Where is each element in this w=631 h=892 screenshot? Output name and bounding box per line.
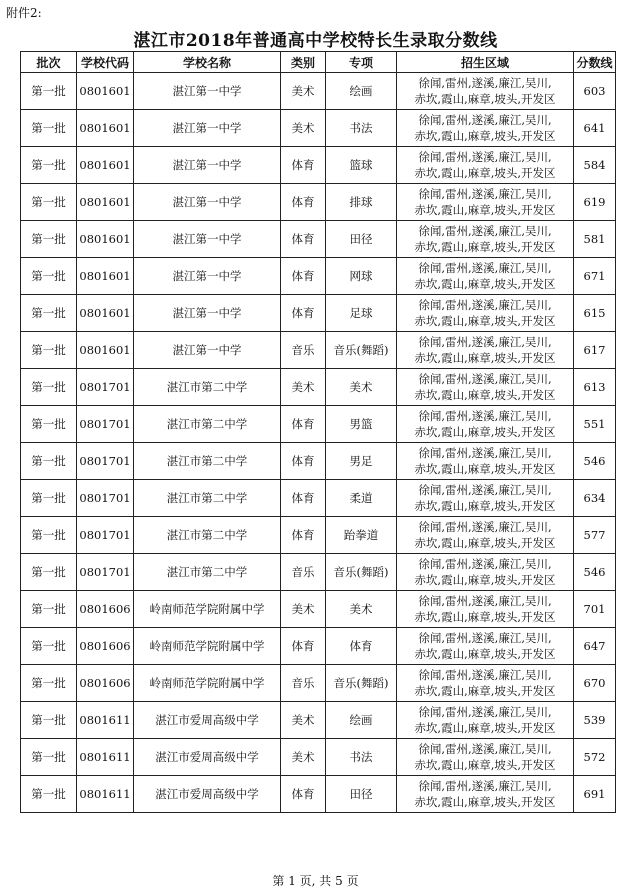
table-row <box>21 369 616 406</box>
specialty-cell: 篮球 <box>326 147 397 184</box>
score-cell: 691 <box>574 776 616 813</box>
batch-cell: 第一批 <box>21 369 77 406</box>
region-line-1: 徐闻,雷州,遂溪,廉江,吴川, <box>418 483 552 497</box>
score-cell: 546 <box>574 554 616 591</box>
region-line-1: 徐闻,雷州,遂溪,廉江,吴川, <box>418 335 552 349</box>
region-line-1: 徐闻,雷州,遂溪,廉江,吴川, <box>418 520 552 534</box>
region-line-1: 徐闻,雷州,遂溪,廉江,吴川, <box>418 631 552 645</box>
category-cell: 体育 <box>281 295 326 332</box>
code-cell: 0801701 <box>77 369 134 406</box>
batch-cell: 第一批 <box>21 776 77 813</box>
specialty-cell: 美术 <box>326 369 397 406</box>
region-line-1: 徐闻,雷州,遂溪,廉江,吴川, <box>418 298 552 312</box>
specialty-cell: 男足 <box>326 443 397 480</box>
score-cell: 617 <box>574 332 616 369</box>
header-code: 学校代码 <box>77 52 134 73</box>
table-row <box>21 73 616 110</box>
table-row <box>21 184 616 221</box>
school-cell: 岭南师范学院附属中学 <box>134 628 281 665</box>
category-cell: 音乐 <box>281 554 326 591</box>
category-cell: 音乐 <box>281 665 326 702</box>
specialty-cell: 音乐(舞蹈) <box>326 554 397 591</box>
region-line-1: 徐闻,雷州,遂溪,廉江,吴川, <box>418 261 552 275</box>
specialty-cell: 体育 <box>326 628 397 665</box>
table-row <box>21 147 616 184</box>
score-cell: 572 <box>574 739 616 776</box>
batch-cell: 第一批 <box>21 480 77 517</box>
table-row <box>21 776 616 813</box>
code-cell: 0801601 <box>77 332 134 369</box>
code-cell: 0801606 <box>77 665 134 702</box>
score-cell: 647 <box>574 628 616 665</box>
specialty-cell: 绘画 <box>326 702 397 739</box>
batch-cell: 第一批 <box>21 591 77 628</box>
score-cell: 641 <box>574 110 616 147</box>
table-row <box>21 665 616 702</box>
region-line-2: 赤坎,霞山,麻章,坡头,开发区 <box>414 758 556 772</box>
category-cell: 美术 <box>281 739 326 776</box>
specialty-cell: 跆拳道 <box>326 517 397 554</box>
code-cell: 0801601 <box>77 147 134 184</box>
school-cell: 湛江第一中学 <box>134 295 281 332</box>
header-score: 分数线 <box>574 52 616 73</box>
region-line-1: 徐闻,雷州,遂溪,廉江,吴川, <box>418 705 552 719</box>
category-cell: 体育 <box>281 258 326 295</box>
header-school: 学校名称 <box>134 52 281 73</box>
school-cell: 湛江第一中学 <box>134 221 281 258</box>
region-cell <box>397 184 574 221</box>
school-cell: 湛江市第二中学 <box>134 406 281 443</box>
score-cell: 613 <box>574 369 616 406</box>
table-row <box>21 554 616 591</box>
score-cell: 701 <box>574 591 616 628</box>
page-title: 湛江市2018年普通高中学校特长生录取分数线 <box>133 31 498 51</box>
region-cell <box>397 73 574 110</box>
region-cell <box>397 480 574 517</box>
table-row <box>21 702 616 739</box>
region-cell <box>397 739 574 776</box>
category-cell: 体育 <box>281 480 326 517</box>
region-line-2: 赤坎,霞山,麻章,坡头,开发区 <box>414 277 556 291</box>
category-cell: 体育 <box>281 147 326 184</box>
region-line-1: 徐闻,雷州,遂溪,廉江,吴川, <box>418 779 552 793</box>
code-cell: 0801611 <box>77 702 134 739</box>
region-line-1: 徐闻,雷州,遂溪,廉江,吴川, <box>418 446 552 460</box>
region-line-1: 徐闻,雷州,遂溪,廉江,吴川, <box>418 594 552 608</box>
region-cell <box>397 110 574 147</box>
school-cell: 湛江市第二中学 <box>134 517 281 554</box>
region-line-1: 徐闻,雷州,遂溪,廉江,吴川, <box>418 372 552 386</box>
batch-cell: 第一批 <box>21 332 77 369</box>
code-cell: 0801601 <box>77 110 134 147</box>
specialty-cell: 音乐(舞蹈) <box>326 332 397 369</box>
school-cell: 湛江市第二中学 <box>134 369 281 406</box>
school-cell: 湛江市第二中学 <box>134 443 281 480</box>
score-cell: 671 <box>574 258 616 295</box>
score-cell: 584 <box>574 147 616 184</box>
batch-cell: 第一批 <box>21 73 77 110</box>
specialty-cell: 田径 <box>326 221 397 258</box>
batch-cell: 第一批 <box>21 184 77 221</box>
batch-cell: 第一批 <box>21 702 77 739</box>
region-cell <box>397 628 574 665</box>
region-line-2: 赤坎,霞山,麻章,坡头,开发区 <box>414 499 556 513</box>
region-cell <box>397 295 574 332</box>
header-category: 类别 <box>281 52 326 73</box>
region-line-2: 赤坎,霞山,麻章,坡头,开发区 <box>414 314 556 328</box>
specialty-cell: 柔道 <box>326 480 397 517</box>
region-cell <box>397 332 574 369</box>
region-line-2: 赤坎,霞山,麻章,坡头,开发区 <box>414 795 556 809</box>
code-cell: 0801701 <box>77 406 134 443</box>
code-cell: 0801701 <box>77 480 134 517</box>
code-cell: 0801611 <box>77 739 134 776</box>
region-cell <box>397 369 574 406</box>
code-cell: 0801601 <box>77 73 134 110</box>
region-cell <box>397 702 574 739</box>
code-cell: 0801611 <box>77 776 134 813</box>
region-line-1: 徐闻,雷州,遂溪,廉江,吴川, <box>418 113 552 127</box>
school-cell: 湛江第一中学 <box>134 147 281 184</box>
category-cell: 美术 <box>281 702 326 739</box>
table-row <box>21 332 616 369</box>
region-cell <box>397 554 574 591</box>
table-row <box>21 591 616 628</box>
table-row <box>21 221 616 258</box>
school-cell: 岭南师范学院附属中学 <box>134 665 281 702</box>
category-cell: 美术 <box>281 369 326 406</box>
region-line-2: 赤坎,霞山,麻章,坡头,开发区 <box>414 351 556 365</box>
specialty-cell: 书法 <box>326 110 397 147</box>
school-cell: 湛江市爱周高级中学 <box>134 776 281 813</box>
region-line-2: 赤坎,霞山,麻章,坡头,开发区 <box>414 240 556 254</box>
region-line-2: 赤坎,霞山,麻章,坡头,开发区 <box>414 721 556 735</box>
header-batch: 批次 <box>21 52 77 73</box>
region-line-1: 徐闻,雷州,遂溪,廉江,吴川, <box>418 187 552 201</box>
score-cell: 551 <box>574 406 616 443</box>
code-cell: 0801701 <box>77 517 134 554</box>
batch-cell: 第一批 <box>21 628 77 665</box>
score-cell: 670 <box>574 665 616 702</box>
specialty-cell: 田径 <box>326 776 397 813</box>
region-line-1: 徐闻,雷州,遂溪,廉江,吴川, <box>418 224 552 238</box>
code-cell: 0801701 <box>77 554 134 591</box>
table-row <box>21 110 616 147</box>
region-line-2: 赤坎,霞山,麻章,坡头,开发区 <box>414 388 556 402</box>
batch-cell: 第一批 <box>21 258 77 295</box>
batch-cell: 第一批 <box>21 665 77 702</box>
region-cell <box>397 221 574 258</box>
score-cell: 615 <box>574 295 616 332</box>
table-header-row <box>21 52 616 73</box>
score-cell: 577 <box>574 517 616 554</box>
region-cell <box>397 591 574 628</box>
code-cell: 0801606 <box>77 591 134 628</box>
region-line-2: 赤坎,霞山,麻章,坡头,开发区 <box>414 610 556 624</box>
category-cell: 体育 <box>281 221 326 258</box>
region-line-2: 赤坎,霞山,麻章,坡头,开发区 <box>414 536 556 550</box>
school-cell: 湛江第一中学 <box>134 258 281 295</box>
specialty-cell: 网球 <box>326 258 397 295</box>
region-line-2: 赤坎,霞山,麻章,坡头,开发区 <box>414 462 556 476</box>
region-line-2: 赤坎,霞山,麻章,坡头,开发区 <box>414 425 556 439</box>
code-cell: 0801701 <box>77 443 134 480</box>
table-row <box>21 628 616 665</box>
category-cell: 美术 <box>281 110 326 147</box>
specialty-cell: 男篮 <box>326 406 397 443</box>
region-cell <box>397 443 574 480</box>
specialty-cell: 音乐(舞蹈) <box>326 665 397 702</box>
region-line-2: 赤坎,霞山,麻章,坡头,开发区 <box>414 166 556 180</box>
region-cell <box>397 147 574 184</box>
category-cell: 体育 <box>281 776 326 813</box>
category-cell: 美术 <box>281 591 326 628</box>
region-cell <box>397 776 574 813</box>
table-row <box>21 480 616 517</box>
region-line-1: 徐闻,雷州,遂溪,廉江,吴川, <box>418 557 552 571</box>
header-specialty: 专项 <box>326 52 397 73</box>
batch-cell: 第一批 <box>21 147 77 184</box>
batch-cell: 第一批 <box>21 739 77 776</box>
attachment-label: 附件2: <box>6 6 42 20</box>
specialty-cell: 足球 <box>326 295 397 332</box>
region-cell <box>397 258 574 295</box>
category-cell: 体育 <box>281 184 326 221</box>
score-cell: 634 <box>574 480 616 517</box>
table-row <box>21 739 616 776</box>
table-row <box>21 443 616 480</box>
school-cell: 湛江第一中学 <box>134 110 281 147</box>
category-cell: 体育 <box>281 517 326 554</box>
region-line-2: 赤坎,霞山,麻章,坡头,开发区 <box>414 573 556 587</box>
region-line-2: 赤坎,霞山,麻章,坡头,开发区 <box>414 203 556 217</box>
score-table <box>20 51 616 813</box>
code-cell: 0801601 <box>77 184 134 221</box>
region-cell <box>397 665 574 702</box>
category-cell: 体育 <box>281 406 326 443</box>
specialty-cell: 绘画 <box>326 73 397 110</box>
specialty-cell: 书法 <box>326 739 397 776</box>
school-cell: 湛江市爱周高级中学 <box>134 739 281 776</box>
code-cell: 0801601 <box>77 295 134 332</box>
category-cell: 音乐 <box>281 332 326 369</box>
score-cell: 603 <box>574 73 616 110</box>
batch-cell: 第一批 <box>21 443 77 480</box>
region-line-1: 徐闻,雷州,遂溪,廉江,吴川, <box>418 742 552 756</box>
table-row <box>21 517 616 554</box>
table-row <box>21 406 616 443</box>
region-cell <box>397 517 574 554</box>
code-cell: 0801606 <box>77 628 134 665</box>
specialty-cell: 美术 <box>326 591 397 628</box>
batch-cell: 第一批 <box>21 517 77 554</box>
school-cell: 湛江市第二中学 <box>134 480 281 517</box>
region-cell <box>397 406 574 443</box>
region-line-2: 赤坎,霞山,麻章,坡头,开发区 <box>414 129 556 143</box>
region-line-1: 徐闻,雷州,遂溪,廉江,吴川, <box>418 150 552 164</box>
specialty-cell: 排球 <box>326 184 397 221</box>
school-cell: 湛江第一中学 <box>134 332 281 369</box>
school-cell: 湛江第一中学 <box>134 73 281 110</box>
batch-cell: 第一批 <box>21 221 77 258</box>
batch-cell: 第一批 <box>21 110 77 147</box>
region-line-1: 徐闻,雷州,遂溪,廉江,吴川, <box>418 76 552 90</box>
code-cell: 0801601 <box>77 221 134 258</box>
category-cell: 体育 <box>281 443 326 480</box>
category-cell: 体育 <box>281 628 326 665</box>
score-cell: 581 <box>574 221 616 258</box>
school-cell: 湛江市第二中学 <box>134 554 281 591</box>
batch-cell: 第一批 <box>21 554 77 591</box>
score-cell: 539 <box>574 702 616 739</box>
region-line-2: 赤坎,霞山,麻章,坡头,开发区 <box>414 647 556 661</box>
score-cell: 546 <box>574 443 616 480</box>
code-cell: 0801601 <box>77 258 134 295</box>
category-cell: 美术 <box>281 73 326 110</box>
page-footer: 第 1 页, 共 5 页 <box>272 874 359 888</box>
score-cell: 619 <box>574 184 616 221</box>
header-region: 招生区域 <box>397 52 574 73</box>
table-row <box>21 295 616 332</box>
batch-cell: 第一批 <box>21 295 77 332</box>
region-line-1: 徐闻,雷州,遂溪,廉江,吴川, <box>418 409 552 423</box>
table-row <box>21 258 616 295</box>
region-line-2: 赤坎,霞山,麻章,坡头,开发区 <box>414 684 556 698</box>
batch-cell: 第一批 <box>21 406 77 443</box>
region-line-1: 徐闻,雷州,遂溪,廉江,吴川, <box>418 668 552 682</box>
region-line-2: 赤坎,霞山,麻章,坡头,开发区 <box>414 92 556 106</box>
school-cell: 岭南师范学院附属中学 <box>134 591 281 628</box>
school-cell: 湛江市爱周高级中学 <box>134 702 281 739</box>
school-cell: 湛江第一中学 <box>134 184 281 221</box>
